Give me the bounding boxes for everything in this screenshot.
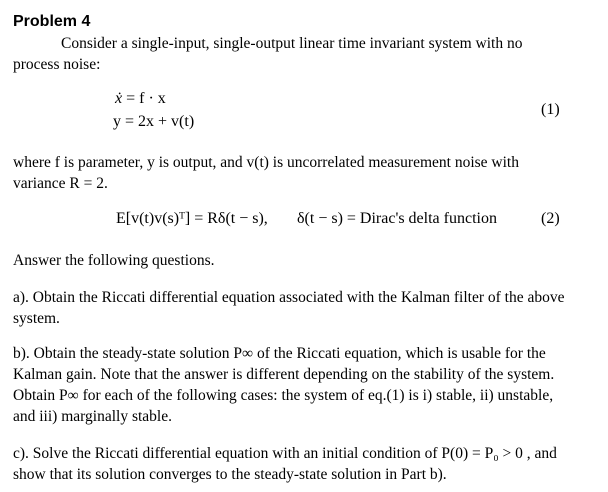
question-b-line-3: Obtain P∞ for each of the following cases: the system of eq.(1) is i) stable, ii) unstable, [13,387,554,404]
intro-line-1: Consider a single-input, single-output linear time invariant system with no [61,35,523,52]
where-line-1: where f is parameter, y is output, and v(t) is uncorrelated measurement noise with [13,154,519,171]
question-b-line-2: Kalman gain. Note that the answer is different depending on the stability of the system. [13,366,555,383]
x-dot-symbol: ẋ [115,90,123,107]
where-line-2: variance R = 2. [13,175,108,192]
equation-1-number: (1) [541,101,560,118]
question-b-line-4: and iii) marginally stable. [13,408,172,425]
question-a [13,287,586,329]
question-c-line-1: c). Solve the Riccati differential equation with an initial condition of P(0) = P₀ > 0 , and [13,445,557,462]
where-paragraph [13,152,586,194]
equation-2-number: (2) [541,210,560,227]
problem-heading: Problem 4 [13,13,91,30]
intro-paragraph [13,33,586,75]
equation-1-state-rhs: = f · x [126,90,166,107]
equation-2-expectation: E[v(t)v(s)ᵀ] = Rδ(t − s), [116,210,268,227]
question-b [13,343,586,427]
question-a-line-1: a). Obtain the Riccati differential equation associated with the Kalman filter of the above [13,289,565,306]
question-a-line-2: system. [13,310,60,327]
question-b-line-1: b). Obtain the steady-state solution P∞ of the Riccati equation, which is usable for the [13,345,546,362]
instruction-text: Answer the following questions. [13,252,215,269]
intro-line-2: process noise: [13,56,101,73]
question-c-line-2: show that its solution converges to the steady-state solution in Part b). [13,466,447,483]
equation-2-dirac: δ(t − s) = Dirac's delta function [297,210,497,227]
question-c [13,443,586,485]
equation-1-output: y = 2x + v(t) [113,113,195,130]
equation-1-state [115,90,166,108]
